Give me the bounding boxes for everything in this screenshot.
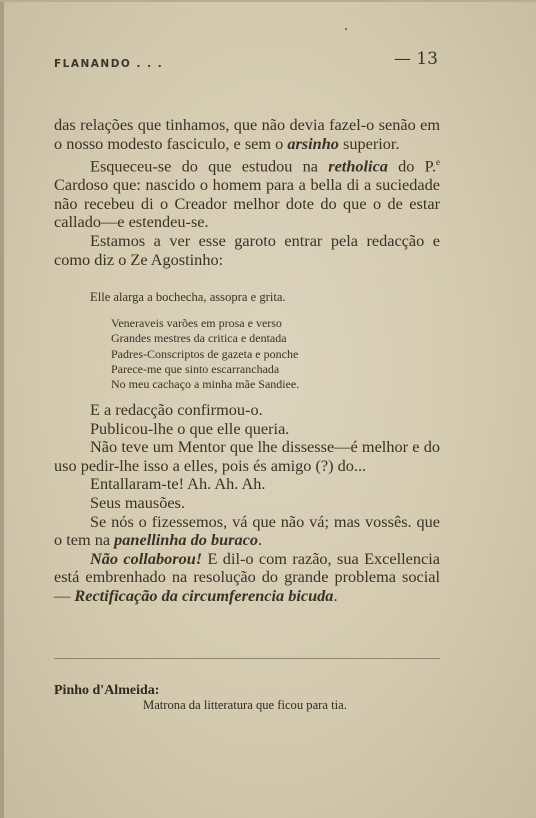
main-text-block — [54, 116, 440, 269]
text-run: Esqueceu-se do que estudou na — [90, 156, 329, 176]
verse-line: Parece-me que sinto escarranchada — [111, 361, 280, 376]
page-top-edge — [0, 0, 536, 2]
paragraph — [54, 513, 440, 550]
verse-block — [111, 316, 299, 392]
text-run: E dil-o com razão, sua Excellencia está embrenhado na resolução do grande problema social— — [54, 548, 440, 605]
paragraph: Não teve um Mentor que lhe dissesse—é melhor e do uso pedir-lhe isso a elles, pois és amigo (?) do... — [54, 437, 440, 475]
horizontal-rule — [54, 658, 440, 659]
italic-term: panellinha do buraco — [114, 530, 258, 550]
italic-term: retholica — [328, 156, 388, 176]
italic-term: arsinho — [287, 133, 339, 153]
paragraph: Publicou-lhe o que elle queria. — [90, 418, 290, 438]
quote-intro: Elle alarga a bochecha, assopra e grita. — [90, 290, 286, 304]
page-number: — 13 — [393, 49, 438, 69]
verse-line: Veneraveis varões em prosa e verso — [111, 316, 282, 330]
text-run: superior. — [338, 133, 400, 153]
text-run: Cardoso que: nascido o homem para a bella di a suciedade não recebeu di o Creador melhor dote do que o de estar callado—e estendeu-se. — [54, 175, 440, 232]
signature-caption: Matrona da litteratura que ficou para tia. — [143, 698, 347, 712]
verse-line: Grandes mestres da critica e dentada — [111, 331, 287, 346]
text-run: do P. — [387, 156, 436, 176]
text-run: Se nós o fizessemos, vá que não vá; mas vossês. que o tem na — [54, 511, 440, 550]
italic-term: Rectificação da circumferencia bicuda — [74, 585, 334, 605]
main-text-block-2 — [54, 401, 440, 606]
text-run: . — [333, 585, 338, 605]
verse-line: Padres-Conscriptos de gazeta e ponche — [111, 346, 299, 361]
paragraph — [54, 153, 440, 232]
text-run: . — [258, 530, 263, 550]
author-signature: Pinho d'Almeida: — [54, 683, 160, 698]
paragraph: Entallaram-te! Ah. Ah. Ah. — [90, 474, 266, 494]
paragraph: E a redacção confirmou-o. — [90, 400, 263, 419]
page-edge-shadow — [0, 0, 4, 818]
running-title: FLANANDO . . . — [54, 58, 164, 70]
paragraph: Seus mausões. — [90, 492, 185, 512]
paragraph: Estamos a ver esse garoto entrar pela redacção e como diz o Ze Agostinho: — [54, 230, 440, 269]
verse-line: No meu cachaço a minha mãe Sandiee. — [111, 377, 300, 392]
paragraph — [54, 116, 440, 153]
text-run: das relações que tinhamos, que não devia fazel-o senão em o nosso modesto fasciculo, e sem o — [54, 115, 440, 153]
italic-term: Não collaborou! — [90, 548, 203, 568]
paragraph — [54, 550, 440, 606]
paper-speck — [345, 28, 347, 30]
superscript: e — [436, 157, 440, 168]
